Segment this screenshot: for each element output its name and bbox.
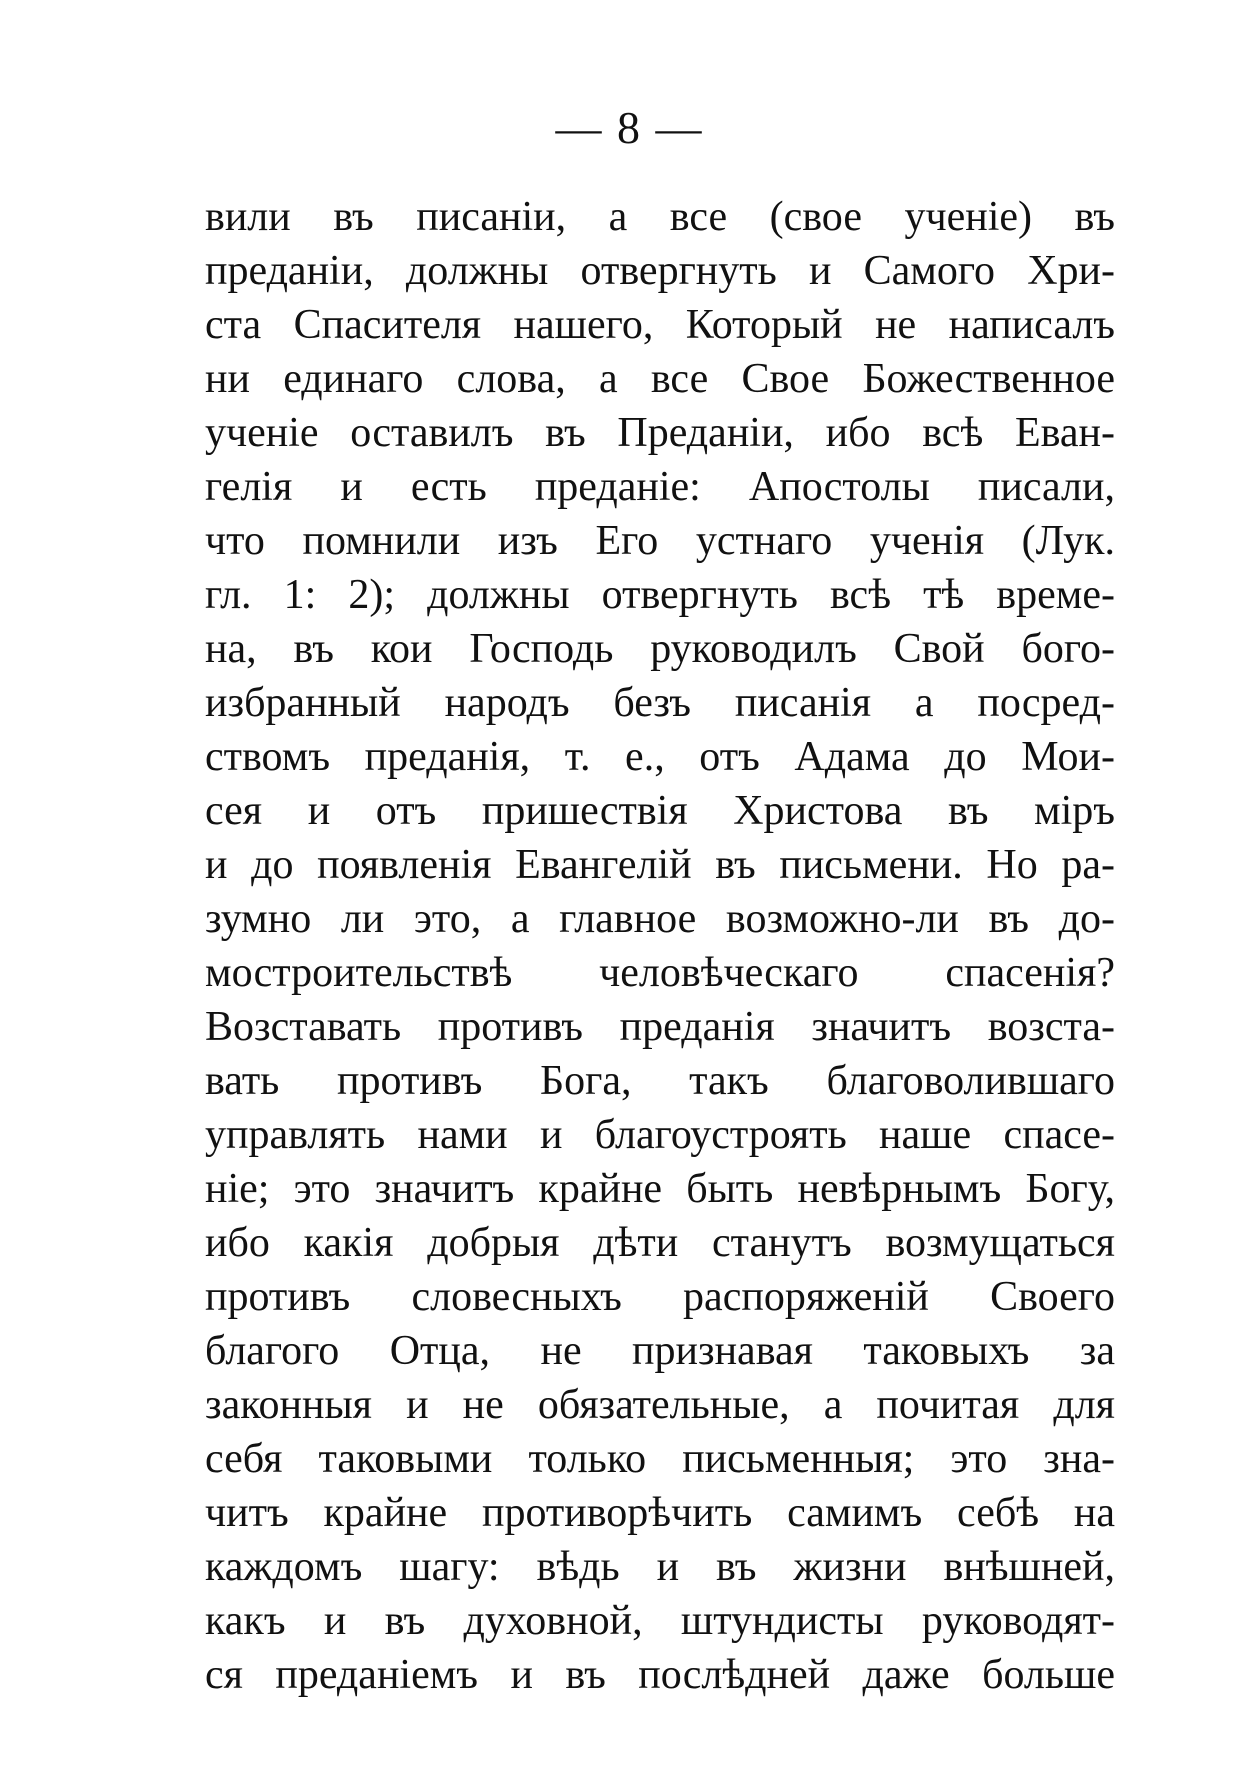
text-line: законныя и не обязательные, а почитая для	[205, 1382, 1115, 1428]
text-line: вили въ писаніи, а все (свое ученіе) въ	[205, 194, 1115, 240]
text-line: ста Спасителя нашего, Который не написалъ	[205, 302, 1115, 348]
text-line: что помнили изъ Его устнаго ученія (Лук.	[205, 518, 1115, 564]
text-line: ніе; это значитъ крайне быть невѣрнымъ Богу,	[205, 1166, 1115, 1212]
page-number: — 8 —	[555, 102, 704, 153]
text-line: вать противъ Бога, такъ благоволившаго	[205, 1058, 1115, 1104]
text-line: преданіи, должны отвергнуть и Самого Хри-	[205, 248, 1115, 294]
text-line: ся преданіемъ и въ послѣдней даже больше	[205, 1652, 1115, 1698]
text-line: благого Отца, не признавая таковыхъ за	[205, 1328, 1115, 1374]
text-line: противъ словесныхъ распоряженій Своего	[205, 1274, 1115, 1320]
text-line: гл. 1: 2); должны отвергнуть всѣ тѣ време-	[205, 572, 1115, 618]
text-line: какъ и въ духовной, штундисты руководят-	[205, 1598, 1115, 1644]
text-line: ибо какія добрыя дѣти станутъ возмущаться	[205, 1220, 1115, 1266]
text-line: ни единаго слова, а все Свое Божественное	[205, 356, 1115, 402]
text-line: гелія и есть преданіе: Апостолы писали,	[205, 464, 1115, 510]
text-line: и до появленія Евангелій въ письмени. Но ра-	[205, 842, 1115, 888]
text-line: ученіе оставилъ въ Преданіи, ибо всѣ Еван-	[205, 410, 1115, 456]
text-line: каждомъ шагу: вѣдь и въ жизни внѣшней,	[205, 1544, 1115, 1590]
text-line: сея и отъ пришествія Христова въ міръ	[205, 788, 1115, 834]
text-line: мостроительствѣ человѣческаго спасенія?	[205, 950, 1115, 996]
text-line: ствомъ преданія, т. е., отъ Адама до Мои-	[205, 734, 1115, 780]
text-line: читъ крайне противорѣчить самимъ себѣ на	[205, 1490, 1115, 1536]
text-line: зумно ли это, а главное возможно-ли въ до-	[205, 896, 1115, 942]
text-line: на, въ кои Господь руководилъ Свой бого-	[205, 626, 1115, 672]
text-line: избранный народъ безъ писанія а посред-	[205, 680, 1115, 726]
text-line: управлять нами и благоустроять наше спасе-	[205, 1112, 1115, 1158]
text-line: Возставать противъ преданія значитъ возста-	[205, 1004, 1115, 1050]
body-text	[205, 190, 1115, 1702]
text-line: себя таковыми только письменныя; это зна-	[205, 1436, 1115, 1482]
